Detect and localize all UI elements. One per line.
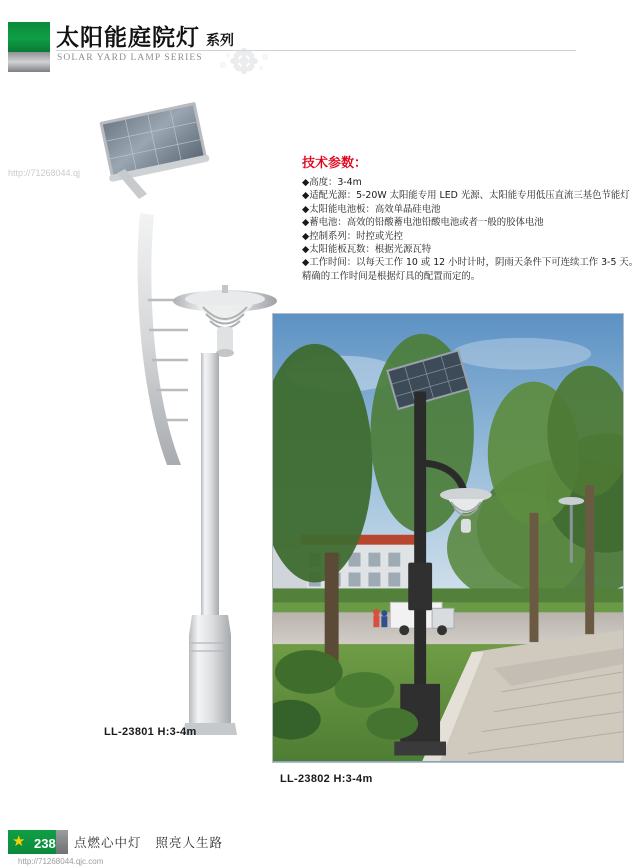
spec-line: 精确的工作时间是根据灯具的配置而定的。	[302, 270, 481, 282]
footer-slogan-part1: 点燃心中灯	[74, 835, 142, 850]
caption-left-model: LL-23801 H:3-4m	[104, 726, 197, 738]
header-grey-block	[8, 52, 50, 72]
spec-line: ◆适配光源：5-20W 太阳能专用 LED 光源、太阳能专用低压直流三基色节能灯	[302, 190, 630, 202]
spec-line: ◆控制系列：时控或光控	[302, 230, 403, 242]
lamp-illustration	[55, 95, 285, 735]
footer-slogan-part2: 照亮人生路	[155, 835, 224, 850]
page-subtitle-en: SOLAR YARD LAMP SERIES	[57, 53, 203, 63]
page-footer	[0, 820, 640, 868]
spec-line: ◆太阳能电池板：高效单晶硅电池	[302, 203, 441, 215]
spec-title: 技术参数：	[302, 156, 368, 171]
watermark-left: http://71268044.qj	[8, 168, 81, 178]
page-header	[0, 22, 640, 74]
caption-right-model: LL-23802 H:3-4m	[280, 773, 373, 785]
product-photo	[272, 313, 624, 763]
header-green-block	[8, 22, 50, 52]
footer-slogan	[74, 833, 223, 851]
spec-line: ◆高度：3-4m	[302, 177, 362, 188]
spec-line: ◆工作时间：以每天工作 10 或 12 小时计时，阴雨天条件下可连续工作 3-5 天。	[302, 257, 639, 269]
footer-url: http://71268044.qjc.com	[18, 857, 104, 866]
spec-block	[302, 152, 639, 283]
spec-line: ◆蓄电池：高效的铅酸蓄电池铅酸电池或者一般的胶体电池	[302, 217, 544, 229]
product-photo-image	[273, 314, 623, 761]
spec-line: ◆太阳能板瓦数：根据光源瓦特	[302, 244, 432, 256]
page-title-suffix: 系列	[206, 33, 234, 49]
page-title	[56, 19, 234, 52]
star-icon: ★	[12, 833, 26, 850]
page-title-cn: 太阳能庭院灯	[56, 25, 200, 51]
page-number: 238	[34, 836, 56, 851]
footer-grey-block	[56, 830, 68, 854]
